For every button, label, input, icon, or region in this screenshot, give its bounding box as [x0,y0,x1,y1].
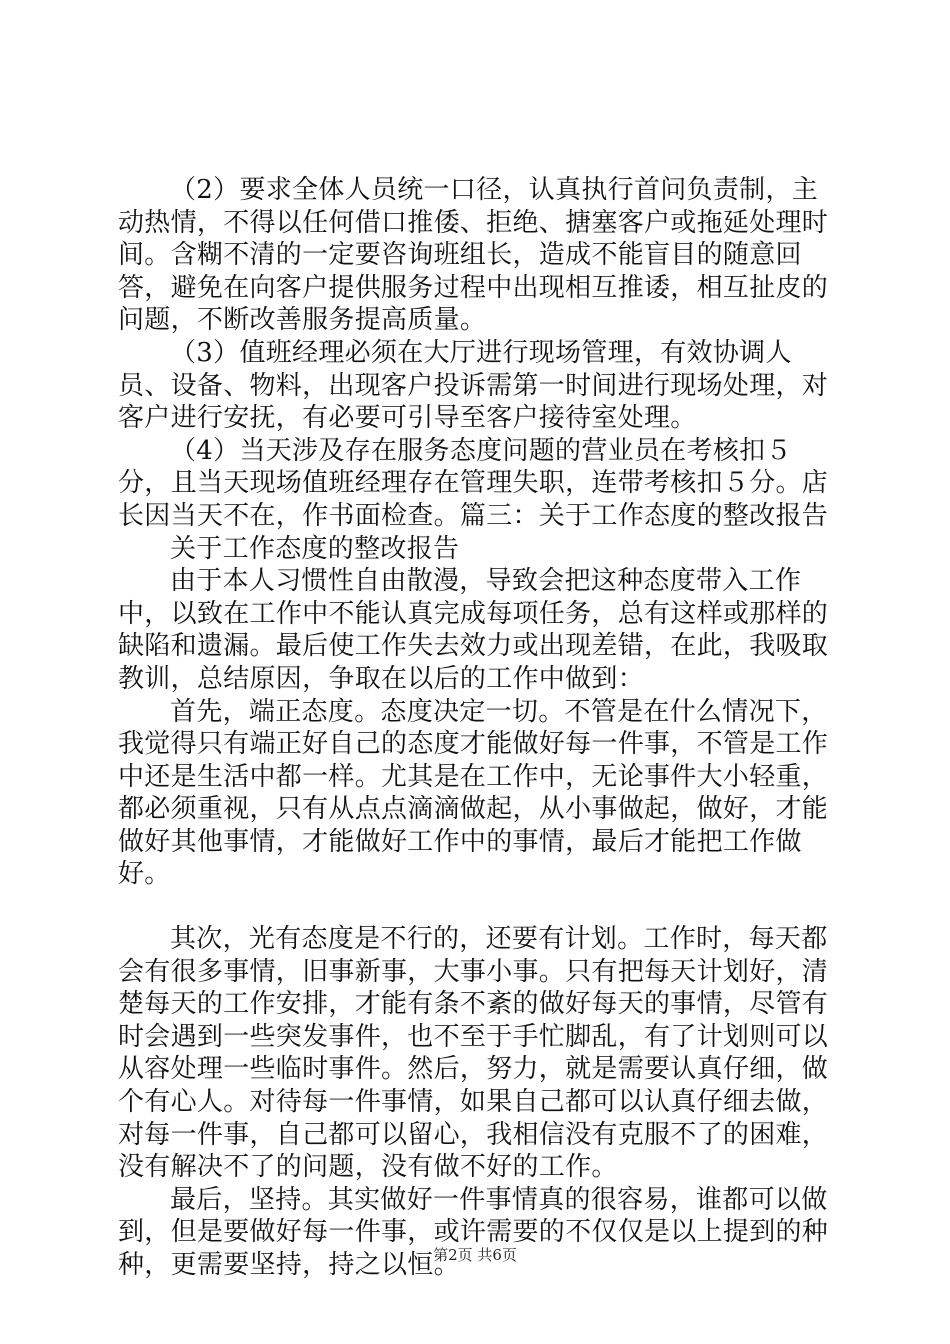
paragraph-4: （4）当天涉及存在服务态度问题的营业员在考核扣５分，且当天现场值班经理存在管理失职，连带考核扣５分。店长因当天不在，作书面检查。篇三：关于工作态度的整改报告 [118,435,829,531]
section-heading: 关于工作态度的整改报告 [170,533,460,564]
page-footer: 第2页 共6页 [433,1246,517,1264]
paragraph-2: （2）要求全体人员统一口径，认真执行首问负责制，主动热情，不得以任何借口推倭、拒绝、搪塞客户或拖延处理时间。含糊不清的一定要咨询班组长，造成不能盲目的随意回答，避免在向客户提供服务过程中出现相互推诿，相互扯皮的问题，不断改善服务提高质量。 [118,175,829,336]
document-body [118,174,838,1282]
paragraph-first: 首先，端正态度。态度决定一切。不管是在什么情况下，我觉得只有端正好自己的态度才能做好每一件事，不管是工作中还是生活中都一样。尤其是在工作中，无论事件大小轻重，都必须重视，只有从点点滴滴做起，从小事做起，做好，才能做好其他事情，才能做好工作中的事情，最后才能把工作做好。 [118,696,829,890]
paragraph-3: （3）值班经理必须在大厅进行现场管理，有效协调人员、设备、物料，出现客户投诉需第一时间进行现场处理，对客户进行安抚，有必要可引导至客户接待室处理。 [118,337,829,434]
paragraph-intro: 由于本人习惯性自由散漫，导致会把这种态度带入工作中，以致在工作中不能认真完成每项任务，总有这样或那样的缺陷和遗漏。最后使工作失去效力或出现差错，在此，我吸取教训，总结原因，争取在以后的工作中做到： [118,566,829,694]
paragraph-last: 最后，坚持。其实做好一件事情真的很容易，谁都可以做到，但是要做好每一件事，或许需要的不仅仅是以上提到的种种，更需要坚持，持之以恒。 [118,1184,829,1280]
paragraph-second: 其次，光有态度是不行的，还要有计划。工作时，每天都会有很多事情，旧事新事，大事小事。只有把每天计划好，清楚每天的工作安排，才能有条不紊的做好每天的事情，尽管有时会遇到一些突发事件，也不至于手忙脚乱，有了计划则可以从容处理一些临时事件。然后，努力，就是需要认真仔细，做个有心人。对待每一件事情，如果自己都可以认真仔细去做，对每一件事，自己都可以留心，我相信没有克服不了的困难，没有解决不了的问题，没有做不好的工作。 [118,924,829,1183]
